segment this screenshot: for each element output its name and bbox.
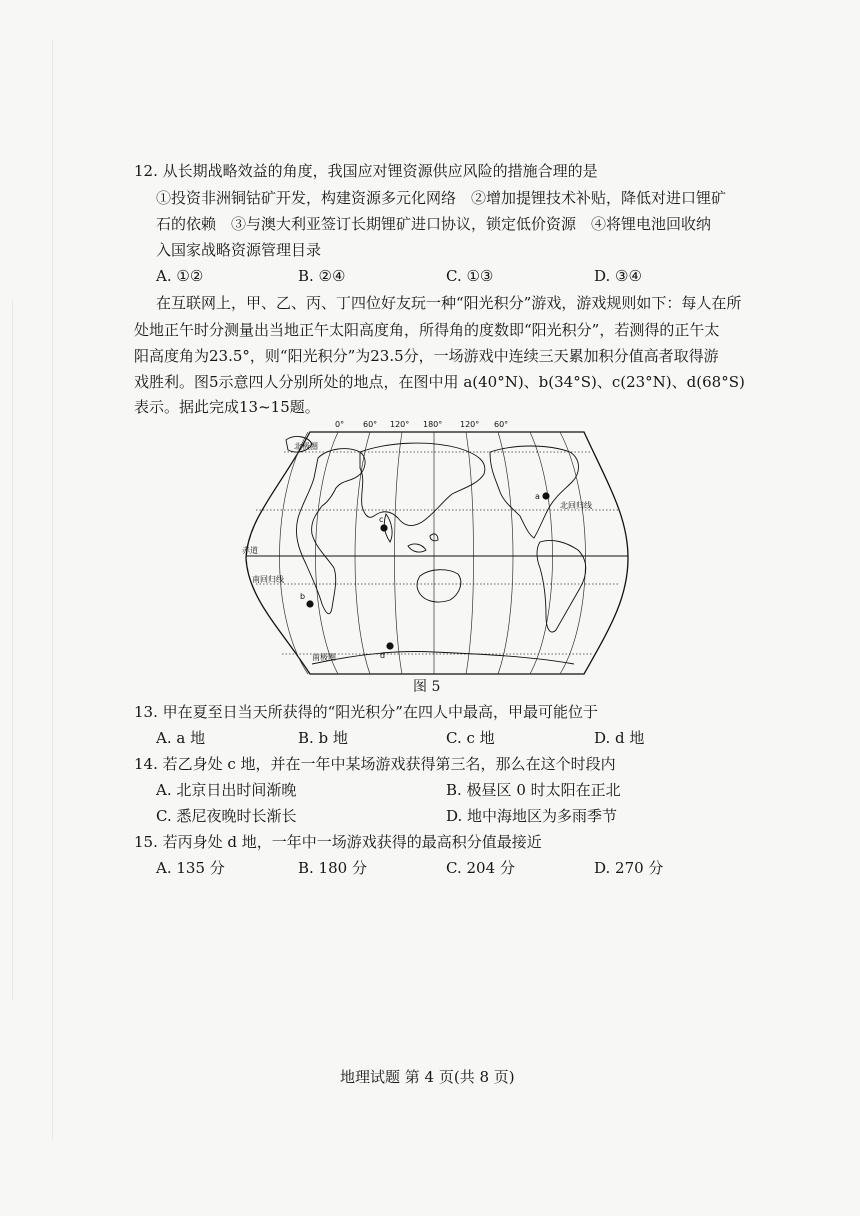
antarctic-circle-label: 南极圈 — [312, 653, 336, 662]
point-a-label: a — [535, 492, 540, 501]
intro-line-1: 在互联网上，甲、乙、丙、丁四位好友玩一种“阳光积分”游戏，游戏规则如下：每人在所 — [156, 294, 742, 312]
page-footer: 地理试题 第 4 页(共 8 页) — [340, 1068, 515, 1086]
q13-option-c: C. c 地 — [446, 729, 495, 747]
q13-stem: 13. 甲在夏至日当天所获得的“阳光积分”在四人中最高，甲最可能位于 — [134, 703, 598, 721]
tropic-cancer-label: 北回归线 — [560, 501, 592, 510]
lon-label-180: 180° — [423, 420, 443, 429]
lon-label-120w: 120° — [460, 420, 480, 429]
q13-option-d: D. d 地 — [594, 729, 645, 747]
figure-caption: 图 5 — [413, 679, 441, 695]
q12-option-c: C. ①③ — [446, 267, 494, 285]
q12-option-a: A. ①② — [156, 267, 204, 285]
lon-label-0: 0° — [335, 420, 345, 429]
q12-option-d: D. ③④ — [594, 267, 642, 285]
q12-choices-line-1: ①投资非洲铜钴矿开发，构建资源多元化网络 ②增加提锂技术补贴，降低对进口锂矿 — [156, 189, 727, 207]
intro-line-4: 戏胜利。图5示意四人分别所处的地点，在图中用 a(40°N)、b(34°S)、c(23°N)、d(68°S) — [134, 373, 745, 391]
q14-stem: 14. 若乙身处 c 地，并在一年中某场游戏获得第三名，那么在这个时段内 — [134, 755, 616, 773]
q14-option-a: A. 北京日出时间渐晚 — [156, 781, 297, 799]
lon-label-60e: 60° — [363, 420, 378, 429]
q14-option-b: B. 极昼区 0 时太阳在正北 — [446, 781, 621, 799]
point-c-label: c — [379, 515, 384, 524]
q15-option-a: A. 135 分 — [156, 859, 225, 877]
intro-line-5: 表示。据此完成13~15题。 — [134, 398, 320, 416]
q14-option-d: D. 地中海地区为多雨季节 — [446, 807, 618, 825]
intro-line-3: 阳高度角为23.5°，则“阳光积分”为23.5分，一场游戏中连续三天累加积分值高者取得游 — [134, 347, 719, 365]
point-b-label: b — [300, 592, 306, 601]
q12-stem: 12. 从长期战略效益的角度，我国应对锂资源供应风险的措施合理的是 — [134, 162, 598, 180]
arctic-circle-label: 北极圈 — [294, 442, 318, 451]
map-outline — [246, 432, 628, 674]
q12-option-b: B. ②④ — [298, 267, 346, 285]
intro-line-2: 处地正午时分测量出当地正午太阳高度角，所得角的度数即“阳光积分”，若测得的正午太 — [134, 321, 720, 339]
point-d-label: d — [380, 651, 386, 660]
q15-option-d: D. 270 分 — [594, 859, 664, 877]
equator-label: 赤道 — [242, 546, 258, 555]
q15-option-b: B. 180 分 — [298, 859, 367, 877]
world-map-figure — [238, 418, 634, 680]
q15-option-c: C. 204 分 — [446, 859, 515, 877]
point-c-marker — [380, 524, 387, 531]
scan-smudge — [12, 300, 13, 1000]
q12-choices-line-2: 石的依赖 ③与澳大利亚签订长期锂矿进口协议，锁定低价资源 ④将锂电池回收纳 — [156, 215, 712, 233]
tropic-capricorn-label: 南回归线 — [252, 575, 284, 584]
q15-stem: 15. 若丙身处 d 地，一年中一场游戏获得的最高积分值最接近 — [134, 833, 542, 851]
point-d-marker — [386, 642, 393, 649]
scan-smudge — [52, 40, 53, 1140]
q13-option-a: A. a 地 — [156, 729, 206, 747]
world-map-svg — [238, 418, 634, 680]
continents — [286, 437, 586, 664]
q13-option-b: B. b 地 — [298, 729, 348, 747]
point-b-marker — [306, 600, 313, 607]
lon-label-120e: 120° — [390, 420, 410, 429]
point-a-marker — [542, 492, 549, 499]
meridians — [280, 432, 586, 674]
q12-choices-line-3: 入国家战略资源管理目录 — [156, 241, 322, 259]
dotted-parallels — [256, 452, 618, 654]
lon-label-60w: 60° — [494, 420, 509, 429]
q14-option-c: C. 悉尼夜晚时长渐长 — [156, 807, 297, 825]
